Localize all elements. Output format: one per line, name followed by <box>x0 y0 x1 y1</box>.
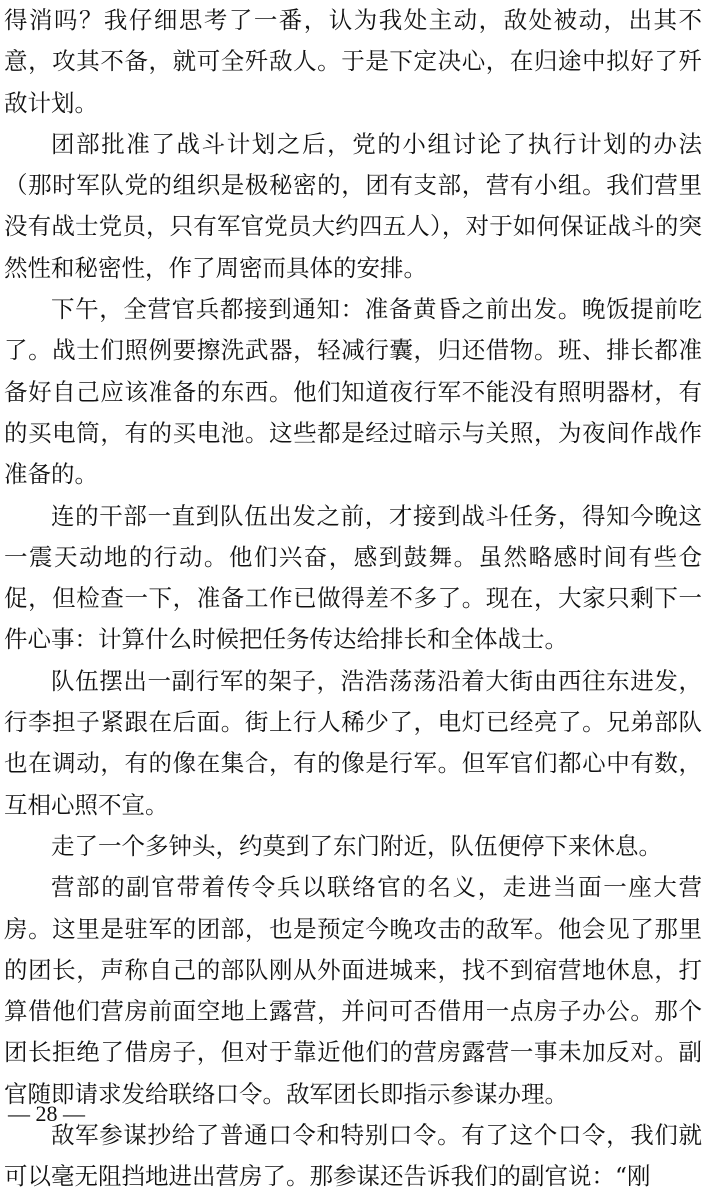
paragraph-afternoon-notice: 下午，全营官兵都接到通知：准备黄昏之前出发。晚饭提前吃了。战士们照例要擦洗武器，轻减行囊，归还借物。班、排长都准备好自己应该准备的东西。他们知道夜行军不能没有照明器材，有的买电筒，有的买电池。这些都是经过暗示与关照，为夜间作战作准备的。 <box>4 295 702 489</box>
paragraph-liaison-visit: 营部的副官带着传令兵以联络官的名义，走进当面一座大营房。这里是驻军的团部，也是预定今晚攻击的敌军。他会见了那里的团长，声称自己的部队刚从外面进城来，找不到宿营地休息，打算借他们营房前面空地上露营，并问可否借用一点房子办公。那个团长拒绝了借房子，但对于靠近他们的营房露营一事未加反对。副官随即请求发给联络口令。敌军团长即指示参谋办理。 <box>4 873 702 1108</box>
paragraph-regiment-approval: 团部批准了战斗计划之后，党的小组讨论了执行计划的办法（那时军队党的组织是极秘密的，团有支部，营有小组。我们营里没有战士党员，只有军官党员大约四五人），对于如何保证战斗的突然性和秘密性，作了周密而具体的安排。 <box>4 129 702 282</box>
page-number: — 28 — <box>8 1101 85 1126</box>
paragraph-continued: 得消吗？我仔细思考了一番，认为我处主动，敌处被动，出其不意，攻其不备，就可全歼敌人。于是下定决心，在归途中拟好了歼敌计划。 <box>4 6 702 117</box>
paragraph-march-out: 队伍摆出一副行军的架子，浩浩荡荡沿着大街由西往东进发，行李担子紧跟在后面。街上行人稀少了，电灯已经亮了。兄弟部队也在调动，有的像在集合，有的像是行军。但军官们都心中有数，互相心照不宣。 <box>4 666 702 819</box>
paragraph-passwords: 敌军参谋抄给了普通口令和特别口令。有了这个口令，我们就可以毫无阻挡地进出营房了。那参谋还告诉我们的副官说：“刚 <box>4 1121 702 1191</box>
paragraph-rest-stop: 走了一个多钟头，约莫到了东门附近，队伍便停下来休息。 <box>51 831 662 860</box>
page-body-text <box>4 0 702 1198</box>
paragraph-company-cadres: 连的干部一直到队伍出发之前，才接到战斗任务，得知今晚这一震天动地的行动。他们兴奋，感到鼓舞。虽然略感时间有些仓促，但检查一下，准备工作已做得差不多了。现在，大家只剩下一件心事：计算什么时候把任务传达给排长和全体战士。 <box>4 501 702 654</box>
